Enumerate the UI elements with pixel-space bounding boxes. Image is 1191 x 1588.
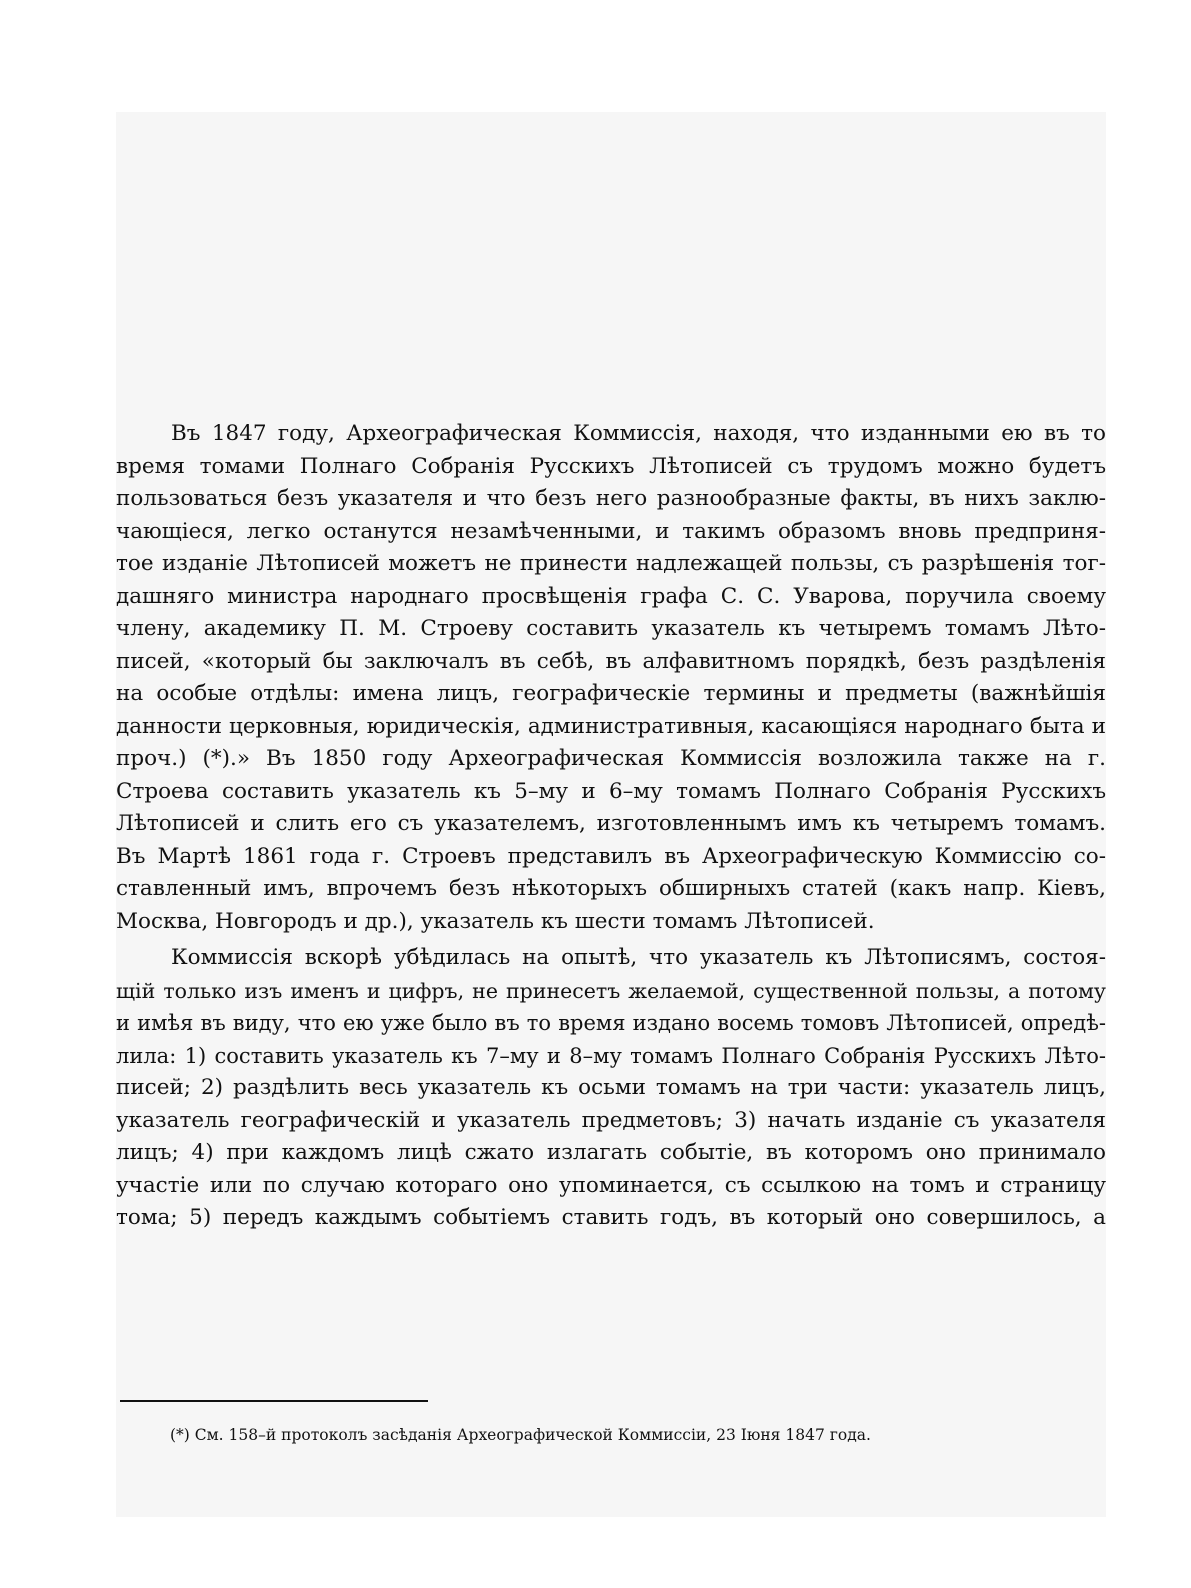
text-line: Лѣтописей и слить его съ указателемъ, изготовленнымъ имъ къ четыремъ томамъ. [116,811,1106,836]
body-text [116,418,1106,1235]
text-line: дашняго министра народнаго просвѣщенія графа С. С. Уварова, поручила своему [116,583,1106,609]
text-line: щій только изъ именъ и цифръ, не принесетъ желаемой, существенной пользы, а потому [116,978,1106,1003]
text-line: писей; 2) раздѣлить весь указатель къ осьми томамъ на три части: указатель лицъ, [116,1075,1106,1100]
text-line: лила: 1) составить указатель къ 7–му и 8–му томамъ Полнаго Собранія Русскихъ Лѣто- [116,1043,1106,1068]
paragraph-2 [116,942,1106,1235]
text-line: и имѣя въ виду, что ею уже было въ то время издано восемь томовъ Лѣтописей, опредѣ- [116,1011,1106,1035]
text-line: данности церковныя, юридическія, административныя, касающіяся народнаго быта и [116,713,1106,739]
text-line: указатель географическій и указатель предметовъ; 3) начать изданіе съ указателя [116,1107,1106,1133]
paragraph-1 [116,418,1106,938]
footnote-divider [120,1400,428,1402]
text-line: тое изданіе Лѣтописей можетъ не принести надлежащей пользы, съ разрѣшенія тог- [116,551,1106,576]
text-line: Строева составить указатель къ 5–му и 6–му томамъ Полнаго Собранія Русскихъ [116,778,1106,804]
text-line: тома; 5) передъ каждымъ событіемъ ставить годъ, въ который оно совершилось, а [116,1205,1106,1230]
text-line: ставленный имъ, впрочемъ безъ нѣкоторыхъ обширныхъ статей (какъ напр. Кіевъ, [116,876,1106,901]
text-line: участіе или по случаю котораго оно упоминается, съ ссылкою на томъ и страницу [116,1172,1106,1198]
text-line: Въ 1847 году, Археографическая Коммиссія, находя, что изданными ею въ то [171,421,1106,446]
text-line: пользоваться безъ указателя и что безъ него разнообразные факты, въ нихъ заклю- [116,486,1106,511]
text-line: Въ Мартѣ 1861 года г. Строевъ представилъ въ Археографическую Коммиссію со- [116,843,1106,869]
text-line: проч.) (*).» Въ 1850 году Археографическая Коммиссія возложила также на г. [116,746,1106,771]
text-line: время томами Полнаго Собранія Русскихъ Лѣтописей съ трудомъ можно будетъ [116,453,1106,479]
text-line: лицъ; 4) при каждомъ лицѣ сжато излагать событіе, въ которомъ оно принимало [116,1140,1106,1165]
text-line: писей, «который бы заключалъ въ себѣ, въ алфавитномъ порядкѣ, безъ раздѣленія [116,648,1106,674]
text-line: Москва, Новгородъ и др.), указатель къ шести томамъ Лѣтописей. [116,908,875,934]
footnote: (*) См. 158–й протоколъ засѣданія Археографической Коммиссіи, 23 Іюня 1847 года. [170,1426,871,1444]
text-line: Коммиссія вскорѣ убѣдилась на опытѣ, что указатель къ Лѣтописямъ, состоя- [171,945,1106,970]
text-line: чающіеся, легко останутся незамѣченными, и такимъ образомъ вновь предприня- [116,518,1106,544]
text-line: на особые отдѣлы: имена лицъ, географическіе термины и предметы (важнѣйшія [116,681,1106,706]
text-line: члену, академику П. М. Строеву составить указатель къ четыремъ томамъ Лѣто- [116,616,1106,641]
